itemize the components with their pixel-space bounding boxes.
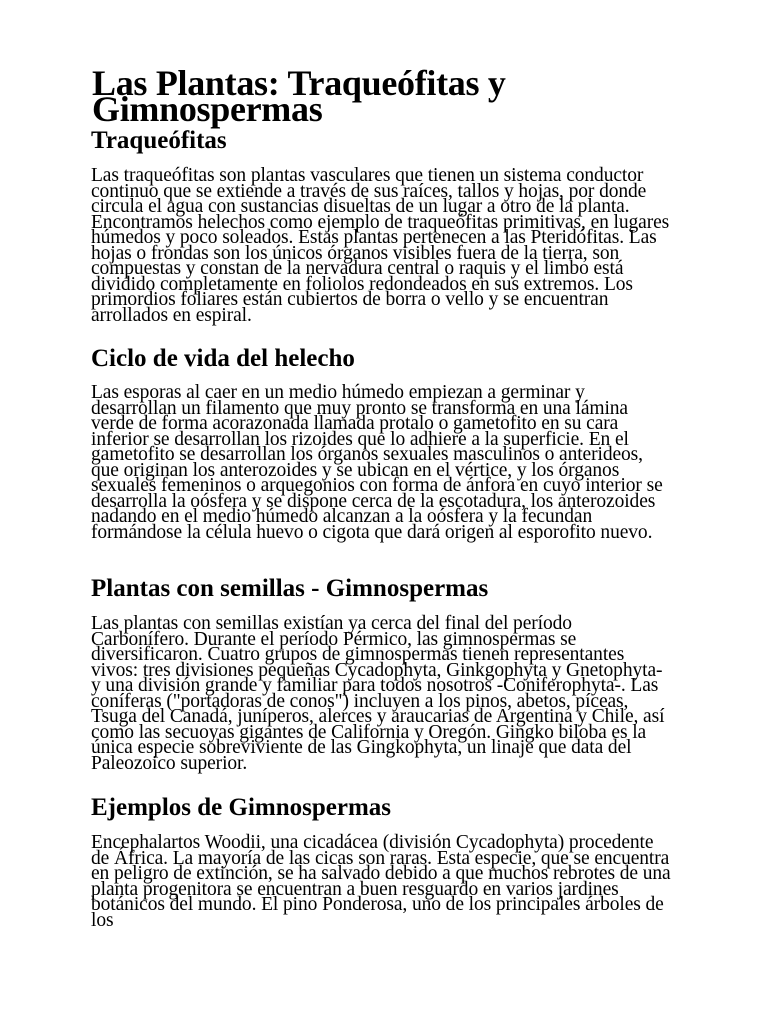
section-body-ejemplos: Encephalartos Woodii, una cicadácea (división Cycadophyta) procedente de África. La mayoría de las cicas son raras. Esta especie, que se encuentra en peligro de extinción, se ha salvado debido a que muchos rebrotes de una planta progenitora se encuentran a buen resguardo en varios jardines botánicos del mundo. El pino Ponderosa, uno de los principales árboles de los [91,832,671,931]
section-heading-ejemplos: Ejemplos de Gimnospermas [91,794,391,821]
section-body-traqueofitas: Las traqueófitas son plantas vasculares que tienen un sistema conductor continuo que se extiende a través de sus raíces, tallos y hojas, por donde circula el agua con sustancias disueltas de un lugar a otro de la planta. Encontramos helechos como ejemplo de traqueófitas primitivas, en lugares húmedos y poco soleados. Estas plantas pertenecen a las Pteridófitas. Las hojas o frondas son los únicos órganos visibles fuera de la tierra, son compuestas y constan de la nervadura central o raquis y el limbo está dividido completamente en foliolos redondeados en sus extremos. Los primordios foliares están cubiertos de borra o vello y se encuentran arrollados en espiral. [91,165,670,326]
section-body-ciclo-helecho: Las esporas al caer en un medio húmedo empiezan a germinar y desarrollan un filamento que muy pronto se transforma en una lámina verde de forma acorazonada llamada protalo o gametofito en su cara inferior se desarrollan los rizoides que lo adhiere a la superficie. En el gametofito se desarrollan los órganos sexuales masculinos o anterideos, que originan los anterozoides y se ubican en el vértice, y los órganos sexuales femeninos o arquegonios con forma de ánfora en cuyo interior se desarrolla la oósfera y se dispone cerca de la escotadura, los anterozoides nadando en el medio húmedo alcanzan a la oósfera y la fecundan formándose la célula huevo o cigota que dará origen al esporofito nuevo. [91,382,663,543]
section-heading-gimnospermas: Plantas con semillas - Gimnospermas [91,575,489,602]
section-body-gimnospermas: Las plantas con semillas existían ya cerca del final del período Carbonífero. Durante el período Pérmico, las gimnospermas se diversificaron. Cuatro grupos de gimnospermas tienen representantes vivos: tres divisiones pequeñas Cycadophyta, Ginkgophyta y Gnetophyta- y una división grande y familiar para todos nosotros -Coniferophyta-. Las coníferas ("portadoras de conos") incluyen a los pinos, abetos, píceas, Tsuga del Canadá, juníperos, alerces y araucarias de Argentina y Chile, así como las secuoyas gigantes de California y Oregón. Gingko biloba es la única especie sobreviviente de las Gingkophyta, un linaje que data del Paleozoico superior. [91,613,665,774]
document-title: Las Plantas: Traqueófitas y Gimnospermas [92,63,506,129]
section-heading-traqueofitas: Traqueófitas [91,127,227,154]
section-heading-ciclo-helecho: Ciclo de vida del helecho [91,345,355,372]
